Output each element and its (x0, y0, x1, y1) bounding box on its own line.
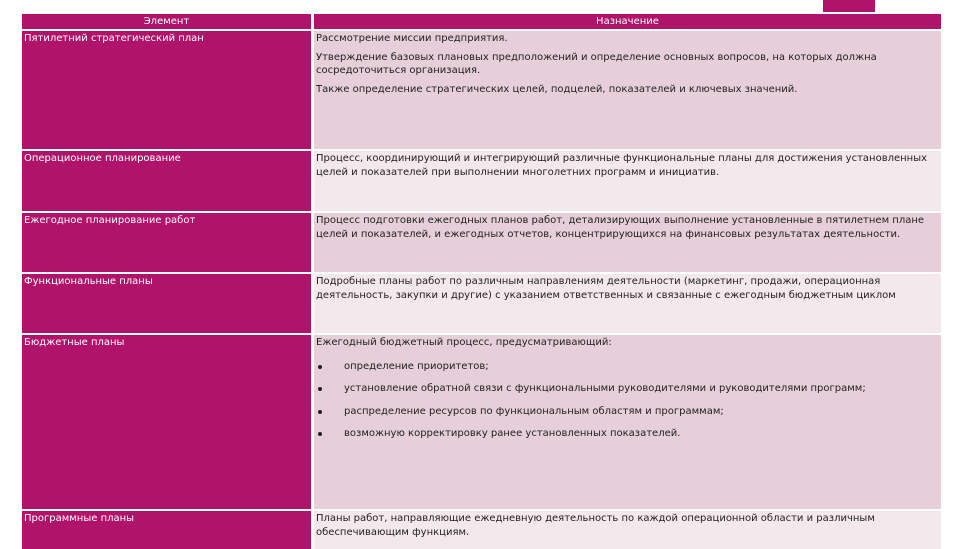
bullet-icon (318, 432, 322, 436)
purpose-cell (314, 333, 941, 509)
purpose-cell (314, 149, 941, 211)
bullet-icon (318, 410, 322, 414)
paragraph: Ежегодный бюджетный процесс, предусматривающий: (316, 337, 612, 348)
element-cell: Программные планы (22, 509, 311, 549)
element-cell: Операционное планирование (22, 149, 311, 211)
table-header-row (22, 14, 941, 29)
planning-table (22, 14, 941, 549)
paragraph: Планы работ, направляющие ежедневную деятельность по каждой операционной области и различным обеспечивающим функциям. (316, 513, 875, 538)
table-row (22, 211, 941, 272)
paragraph: Подробные планы работ по различным направлениям деятельности (маркетинг, продажи, операционная деятельность, закупки и другие) с указанием ответственных и связанные с ежегодным бюджетным циклом (316, 276, 896, 301)
paragraph: Утверждение базовых плановых предположений и определение основных вопросов, на которых должна сосредоточиться организация. (316, 51, 877, 76)
list-item: распределение ресурсов по функциональным областям и программам; (316, 405, 937, 419)
table-row (22, 29, 941, 149)
table-row (22, 272, 941, 333)
bullet-list (316, 360, 937, 441)
purpose-cell (314, 272, 941, 333)
bullet-icon (318, 365, 322, 369)
element-cell: Функциональные планы (22, 272, 311, 333)
element-cell: Ежегодное планирование работ (22, 211, 311, 272)
table-row (22, 149, 941, 211)
table-row (22, 333, 941, 509)
element-cell: Бюджетные планы (22, 333, 311, 509)
paragraph: Процесс подготовки ежегодных планов работ, детализирующих выполнение установленные в пятилетнем плане целей и показателей, и ежегодных отчетов, концентрирующихся на финансовых результатах деятельности. (316, 215, 925, 240)
list-item: определение приоритетов; (316, 360, 937, 374)
paragraph: Рассмотрение миссии предприятия. (316, 33, 508, 44)
list-item: возможную корректировку ранее установленных показателей. (316, 427, 937, 441)
header-element: Элемент (22, 14, 311, 29)
purpose-cell (314, 29, 941, 149)
corner-tab (823, 0, 875, 12)
element-cell: Пятилетний стратегический план (22, 29, 311, 149)
paragraph: Процесс, координирующий и интегрирующий различные функциональные планы для достижения установленных целей и показателей при выполнении многолетних программ и инициатив. (316, 153, 928, 178)
paragraph: Также определение стратегических целей, подцелей, показателей и ключевых значений. (316, 83, 798, 95)
list-item: установление обратной связи с функциональными руководителями и руководителями программ; (316, 382, 937, 396)
purpose-cell (314, 211, 941, 272)
table-row (22, 509, 941, 549)
purpose-cell (314, 509, 941, 549)
bullet-icon (318, 387, 322, 391)
header-purpose: Назначение (314, 14, 941, 29)
